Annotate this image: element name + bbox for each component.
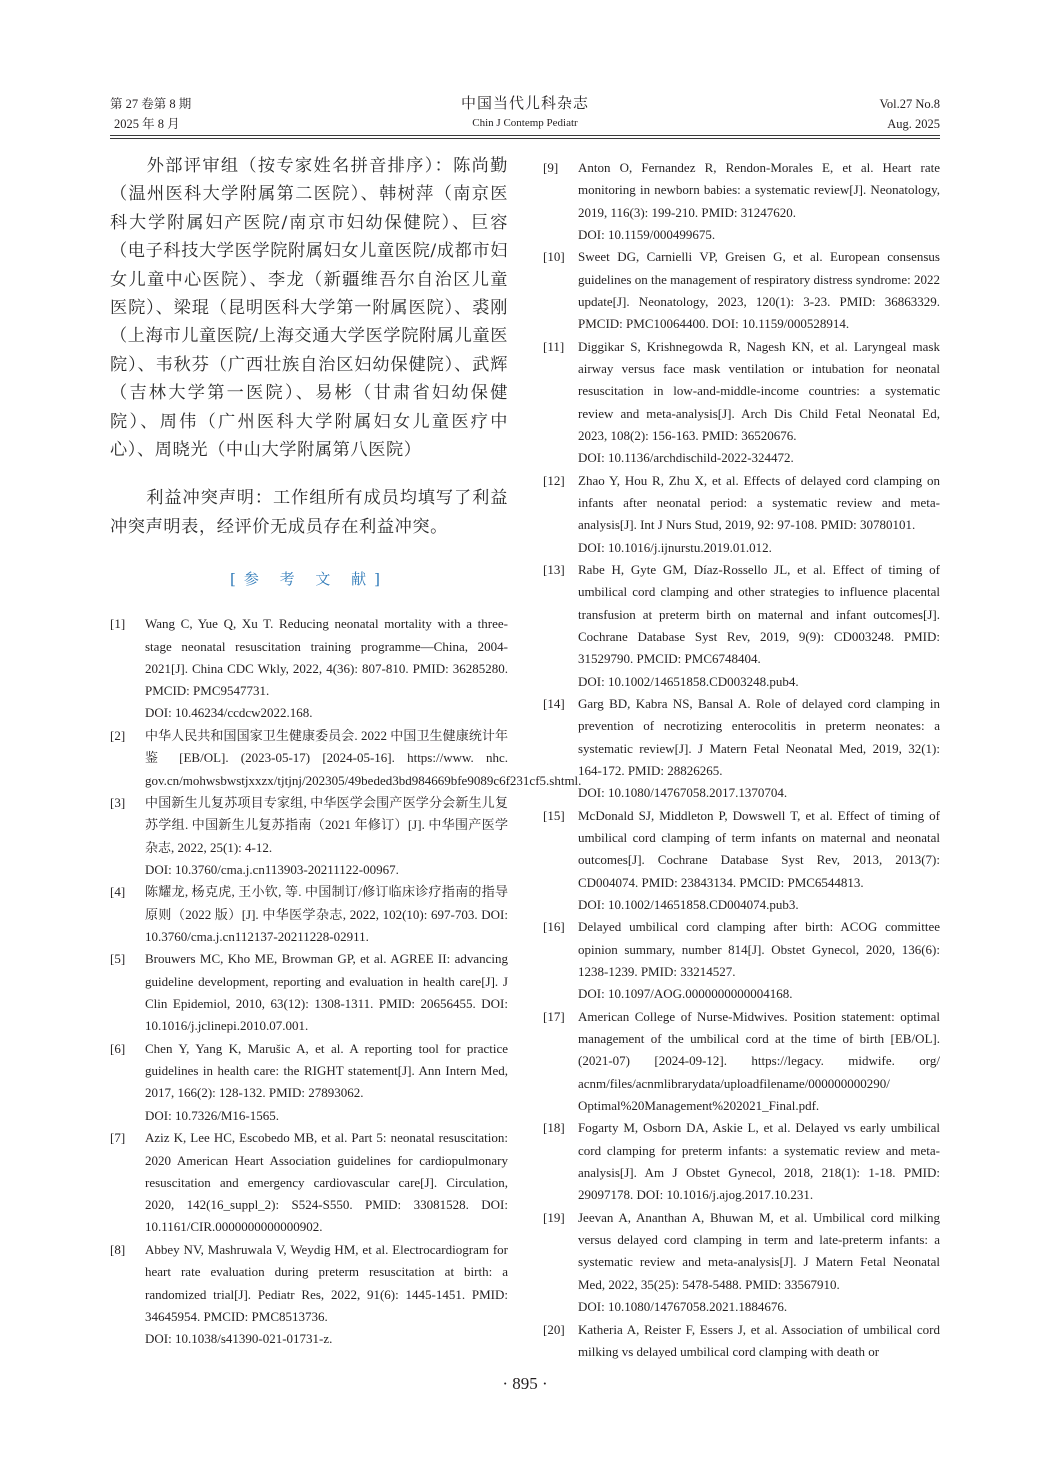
reference-number: [9] — [543, 160, 559, 175]
references-heading: [参 考 文 献] — [229, 570, 388, 589]
reference-list-right — [543, 157, 940, 1363]
reference-doi[interactable]: DOI: 10.1002/14651858.CD003248.pub4. — [578, 673, 799, 689]
journal-name-cn: 中国当代儿科杂志 — [460, 96, 589, 112]
reference-text: Wang C, Yue Q, Xu T. Reducing neonatal mortality with a three-stage neonatal resuscitation training programme—China, 2004-2021[J]. China CDC Wkly, 2022, 4(36): 807-810. PMID: 36285280. PMCID: PMC9547731. — [145, 616, 508, 699]
reference-doi[interactable]: DOI: 10.1002/14651858.CD004074.pub3. — [578, 896, 799, 912]
reference-number: [2] — [110, 727, 126, 743]
running-header — [110, 94, 940, 134]
reference-number: [6] — [110, 1040, 126, 1056]
reference-number: [15] — [543, 807, 565, 823]
reference-number: [17] — [543, 1008, 565, 1024]
external-review-text: 外部评审组（按专家姓名拼音排序）：陈尚勤（温州医科大学附属第二医院）、韩树萍（南京医科大学附属妇产医院/南京市妇幼保健院）、巨容（电子科技大学医学院附属妇女儿童医院/成都市妇女儿童中心医院）、李龙（新疆维吾尔自治区儿童医院）、梁琨（昆明医科大学第一附属医院）、裘刚（上海市儿童医院/上海交通大学医学院附属儿童医院）、韦秋芬（广西壮族自治区妇幼保健院）、武辉（吉林大学第一医院）、易彬（甘肃省妇幼保健院）、周伟（广州医科大学附属妇女儿童医疗中心）、周晓光（中山大学附属第八医院） — [110, 156, 508, 461]
reference-doi[interactable]: DOI: 10.1097/AOG.0000000000004168. — [578, 986, 793, 1002]
reference-text: American College of Nurse-Midwives. Position statement: optimal management of the umbilical cord at the time of birth [EB/OL]. (2021-07) [2024-09-12]. https://legacy. midwife. org/ acnm/files/acnmlibrarydata/uploadfilename/000000000290/ Optimal%20Management%202021_Final.pdf. — [578, 1008, 940, 1113]
reference-item — [110, 1127, 508, 1238]
reference-text: Diggikar S, Krishnegowda R, Nagesh KN, et al. Laryngeal mask airway versus face mask ventilation or intubation for neonatal resuscitation in low-and-middle-income countries: a systematic review and meta-analysis[J]. Arch Dis Child Fetal Neonatal Ed, 2023, 108(2): 156-163. PMID: 36520676. — [578, 338, 940, 443]
reference-item — [110, 613, 508, 724]
reference-text: Jeevan A, Ananthan A, Bhuwan M, et al. Umbilical cord milking versus delayed cord clamping in term and late-preterm infants: a systematic review and meta-analysis[J]. J Matern Fetal Neonatal Med, 2022, 35(25): 5478-5488. PMID: 33567910. — [578, 1209, 940, 1292]
reference-number: [5] — [110, 951, 126, 967]
header-issue-info-en — [879, 94, 940, 134]
reference-number: [12] — [543, 472, 565, 488]
reference-item — [543, 805, 940, 916]
reference-number: [10] — [543, 249, 565, 265]
header-volume-issue-cn: 第 27 卷第 8 期 — [110, 97, 192, 111]
reference-text: Anton O, Fernandez R, Rendon-Morales E, et al. Heart rate monitoring in newborn babies: a systematic review[J]. Neonatology, 2019, 116(3): 199-210. PMID: 31247620. — [578, 160, 940, 220]
reference-item — [543, 916, 940, 1005]
reference-number: [4] — [110, 884, 126, 900]
reference-text: Delayed umbilical cord clamping after birth: ACOG committee opinion summary, number 814[J]. Obstet Gynecol, 2020, 136(6): 1238-1239. PMID: 33214527. — [578, 919, 940, 979]
reference-item — [543, 1117, 940, 1206]
reference-item — [543, 157, 940, 246]
reference-text: Fogarty M, Osborn DA, Askie L, et al. Delayed vs early umbilical cord clamping for preterm infants: a systematic review and meta-analysis[J]. Am J Obstet Gynecol, 2018, 218(1): 1-18. PMID: 29097178. DOI: 10.1016/j.ajog.2017.10.231. — [578, 1120, 940, 1203]
journal-name-en: Chin J Contemp Pediatr — [472, 117, 578, 129]
reference-item — [543, 336, 940, 470]
reference-item — [543, 559, 940, 693]
reference-text: Aziz K, Lee HC, Escobedo MB, et al. Part 5: neonatal resuscitation: 2020 American Heart Association guidelines for cardiopulmonary resuscitation and emergency cardiovascular care[J]. Circulation, 2020, 142(16_suppl_2): S524-S550. PMID: 33081528. DOI: 10.1161/CIR.0000000000000902. — [145, 1130, 508, 1235]
reference-doi[interactable]: DOI: 10.1136/archdischild-2022-324472. — [578, 450, 794, 466]
reference-number: [14] — [543, 696, 565, 712]
reference-item — [110, 881, 508, 948]
reference-number: [8] — [110, 1241, 126, 1257]
reference-text: Zhao Y, Hou R, Zhu X, et al. Effects of delayed cord clamping on infants after neonatal period: a systematic review and meta-analysis[J]. Int J Nurs Stud, 2019, 92: 97-108. PMID: 30780101. — [578, 472, 940, 533]
reference-text: 陈耀龙, 杨克虎, 王小钦, 等. 中国制订/修订临床诊疗指南的指导原则（2022 版）[J]. 中华医学杂志, 2022, 102(10): 697-703. DOI: 10.3760/cma.j.cn112137-20211228-02911. — [145, 884, 508, 944]
reference-text: Rabe H, Gyte GM, Díaz-Rossello JL, et al. Effect of timing of umbilical cord clamping and other strategies to influence placental transfusion at preterm birth on maternal and infant outcomes[J]. Cochrane Database Syst Rev, 2019, 9(9): CD003248. PMID: 31529790. PMCID: PMC6748404. — [578, 562, 940, 667]
reference-doi[interactable]: DOI: 10.1159/000499675. — [578, 226, 716, 242]
reference-number: [1] — [110, 616, 126, 632]
paragraph-gap — [110, 464, 508, 484]
reference-item — [110, 1239, 508, 1350]
reference-text: Sweet DG, Carnielli VP, Greisen G, et al. European consensus guidelines on the management of respiratory distress syndrome: 2022 update[J]. Neonatology, 2023, 120(1): 3-23. PMID: 36863329. PMCID: PMC10064400. DOI: 10.1159/000528914. — [578, 249, 940, 332]
reference-doi[interactable]: DOI: 10.46234/ccdcw2022.168. — [145, 705, 313, 721]
page-number: · 895 · — [502, 1374, 548, 1393]
reference-item — [110, 792, 508, 881]
header-date-en: Aug. 2025 — [887, 117, 940, 131]
external-review-paragraph — [110, 152, 508, 464]
reference-item — [543, 1006, 940, 1117]
reference-item — [543, 470, 940, 559]
reference-number: [16] — [543, 919, 565, 935]
reference-number: [19] — [543, 1209, 565, 1225]
reference-number: [3] — [110, 795, 126, 811]
reference-number: [13] — [543, 562, 565, 578]
conflict-of-interest-text: 利益冲突声明：工作组所有成员均填写了利益冲突声明表，经评价无成员存在利益冲突。 — [110, 488, 508, 537]
reference-doi[interactable]: DOI: 10.3760/cma.j.cn113903-20211122-00967. — [145, 861, 399, 877]
reference-text: 中华人民共和国国家卫生健康委员会. 2022 中国卫生健康统计年鉴 [EB/OL]. (2023-05-17) [2024-05-16]. https://www. nhc. gov.cn/mohwsbwstjxxzx/tjtjnj/202305/49beded3bd984669bfe9089c6f231cf5.shtml. — [145, 727, 582, 788]
reference-doi[interactable]: DOI: 10.1080/14767058.2017.1370704. — [578, 785, 788, 801]
reference-item — [543, 693, 940, 804]
reference-text: McDonald SJ, Middleton P, Dowswell T, et al. Effect of timing of umbilical cord clamping of term infants on maternal and neonatal outcomes[J]. Cochrane Database Syst Rev, 2013, 2013(7): CD004074. PMID: 23843134. PMCID: PMC6544813. — [578, 807, 940, 890]
reference-text: Garg BD, Kabra NS, Bansal A. Role of delayed cord clamping in prevention of necrotizing enterocolitis in preterm neonates: a systematic review[J]. J Matern Fetal Neonatal Med, 2019, 32(1): 164-172. PMID: 28826265. — [578, 696, 940, 778]
header-double-rule — [110, 135, 940, 139]
reference-item — [110, 948, 508, 1037]
header-date-cn: 2025 年 8 月 — [114, 117, 180, 131]
reference-text: Katheria A, Reister F, Essers J, et al. Association of umbilical cord milking vs delayed umbilical cord clamping with death or — [578, 1321, 940, 1359]
reference-number: [7] — [110, 1130, 126, 1146]
reference-number: [20] — [543, 1321, 565, 1337]
header-journal-title — [110, 94, 940, 132]
reference-text: Chen Y, Yang K, Marušic A, et al. A reporting tool for practice guidelines in health care: the RIGHT statement[J]. Ann Intern Med, 2017, 166(2): 128-132. PMID: 27893062. — [145, 1040, 508, 1101]
reference-item — [543, 246, 940, 335]
reference-text: Abbey NV, Mashruwala V, Weydig HM, et al. Electrocardiogram for heart rate evaluation during preterm resuscitation at birth: a randomized trial[J]. Pediatr Res, 2022, 91(6): 1445-1451. PMID: 34645954. PMCID: PMC8513736. — [145, 1241, 508, 1324]
reference-text: 中国新生儿复苏项目专家组, 中华医学会围产医学分会新生儿复苏学组. 中国新生儿复苏指南（2021 年修订）[J]. 中华围产医学杂志, 2022, 25(1): 4-12. — [145, 795, 508, 855]
reference-doi[interactable]: DOI: 10.7326/M16-1565. — [145, 1107, 279, 1123]
reference-item — [110, 725, 582, 792]
reference-doi[interactable]: DOI: 10.1080/14767058.2021.1884676. — [578, 1299, 788, 1315]
reference-item — [110, 1038, 508, 1127]
reference-item — [543, 1207, 940, 1318]
conflict-of-interest-paragraph — [110, 484, 508, 541]
header-volume-issue-en: Vol.27 No.8 — [879, 97, 940, 111]
right-column — [543, 157, 940, 1363]
reference-doi[interactable]: DOI: 10.1016/j.ijnurstu.2019.01.012. — [578, 539, 772, 555]
reference-text: Brouwers MC, Kho ME, Browman GP, et al. AGREE II: advancing guideline development, reporting and evaluation in health care[J]. J Clin Epidemiol, 2010, 63(12): 1308-1311. PMID: 20656455. DOI: 10.1016/j.jclinepi.2010.07.001. — [145, 951, 508, 1034]
reference-doi[interactable]: DOI: 10.1038/s41390-021-01731-z. — [145, 1331, 333, 1347]
reference-number: [18] — [543, 1120, 565, 1136]
reference-item — [543, 1319, 940, 1364]
reference-number: [11] — [543, 338, 565, 354]
